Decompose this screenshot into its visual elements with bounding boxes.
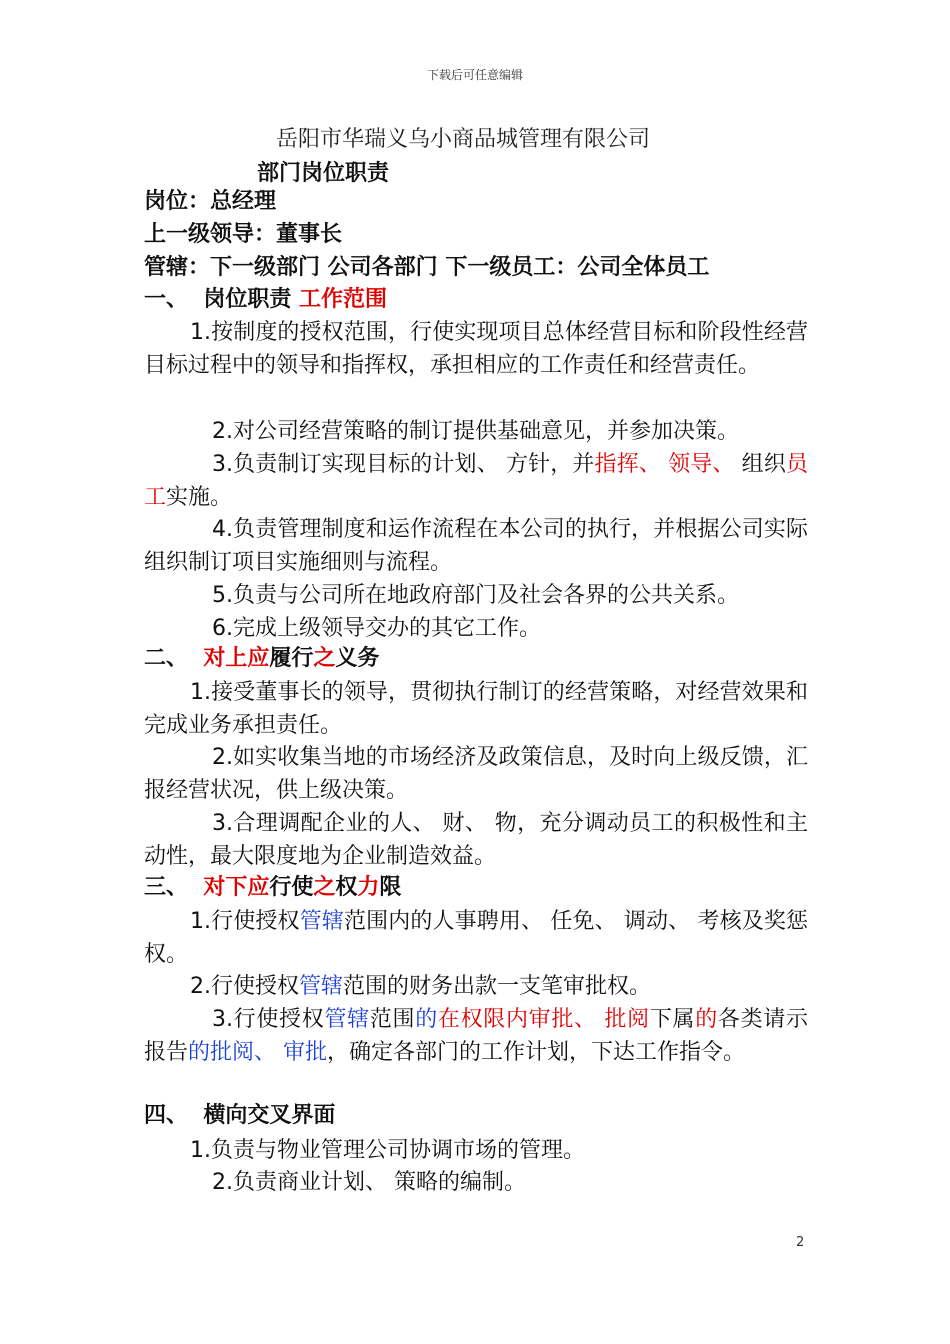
section-3-title-b: 行使 (269, 875, 314, 900)
s1-item-1: 1.按制度的授权范围，行使实现项目总体经营目标和阶段性经营目标过程中的领导和指挥权，承担相应的工作责任和经营责任。 (144, 320, 808, 378)
s1-item-6: 6.完成上级领导交办的其它工作。 (212, 616, 541, 641)
s1-item-4: 4.负责管理制度和运作流程在本公司的执行，并根据公司实际组织制订项目实施细则与流程。 (144, 517, 808, 575)
jurisdiction-line: 管辖：下一级部门 公司各部门 下一级员工：公司全体员工 (144, 255, 710, 280)
s3-item-3-h: 各类请示报告 (144, 1007, 808, 1065)
s3-item-3-f: 下属 (649, 1007, 696, 1032)
s3-item-3-j: ，确定各部门的工作计划，下达工作指令。 (327, 1040, 746, 1065)
section-2-title-a: 对上应 (203, 646, 270, 671)
section-2-heading (144, 644, 379, 674)
s3-item-3 (144, 1003, 808, 1069)
page-number: 2 (796, 1235, 805, 1250)
section-3-title-e: 力 (357, 875, 380, 900)
s3-item-3-a: 3.行使授权 (212, 1007, 325, 1032)
s1-item-3-c: 组织 (734, 452, 786, 477)
post-line: 岗位：总经理 (144, 189, 277, 214)
s3-item-1-a: 1.行使授权 (190, 909, 300, 934)
s2-item-2: 2.如实收集当地的市场经济及政策信息，及时向上级反馈，汇报经营状况，供上级决策。 (144, 745, 808, 803)
section-4-number: 四、 (144, 1103, 189, 1128)
section-3-title-f: 限 (379, 875, 402, 900)
section-2-number: 二、 (144, 646, 189, 671)
document-subtitle: 部门岗位职责 (257, 161, 390, 186)
section-2-title-b: 履行 (269, 646, 314, 671)
section-2-title-c: 之 (313, 646, 336, 671)
section-3-heading (144, 873, 401, 903)
s2-item-1: 1.接受董事长的领导，贯彻执行制订的经营策略，对经营效果和完成业务承担责任。 (144, 680, 808, 738)
section-3-title-c: 之 (313, 875, 336, 900)
s3-item-3-red-1: 在权限内审批、 批阅 (437, 1007, 650, 1032)
s1-item-3-red: 指挥、 领导、 (594, 452, 735, 477)
s1-item-3 (144, 448, 808, 514)
s3-item-1 (144, 905, 808, 971)
s3-item-3-blue-3: 的批阅、 审批 (188, 1040, 328, 1065)
s2-item-3: 3.合理调配企业的人、 财、 物，充分调动员工的积极性和主动性，最大限度地为企业制造效益。 (144, 811, 808, 869)
section-4-heading (144, 1101, 335, 1131)
s1-item-3-e: 实施。 (166, 485, 233, 510)
s3-item-3-blue-2: 的 (415, 1007, 438, 1032)
company-name: 岳阳市华瑞义乌小商品城管理有限公司 (276, 127, 651, 152)
section-1-title-red: 工作范围 (299, 287, 388, 312)
s3-item-1-blue: 管辖 (299, 909, 344, 934)
s3-item-3-c: 范围 (369, 1007, 416, 1032)
section-3-title-d: 权 (335, 875, 358, 900)
section-3-title-a: 对下应 (203, 875, 270, 900)
s1-item-3-red-2: 员工 (144, 452, 808, 510)
s3-item-3-red-2: 的 (695, 1007, 718, 1032)
s1-item-3-a: 3.负责制订实现目标的计划、 方针，并 (212, 452, 595, 477)
s3-item-1-c: 范围内的人事聘用、 任免、 调动、 考核及奖惩权。 (144, 909, 808, 967)
s1-item-5: 5.负责与公司所在地政府部门及社会各界的公共关系。 (212, 583, 739, 608)
s3-item-2-a: 2.行使授权 (190, 974, 299, 999)
section-1-heading (144, 285, 387, 315)
section-4-title: 横向交叉界面 (203, 1103, 336, 1128)
s3-item-2-blue: 管辖 (299, 974, 344, 999)
s4-item-1: 1.负责与物业管理公司协调市场的管理。 (190, 1138, 585, 1163)
header-note: 下载后可任意编辑 (426, 68, 523, 82)
section-1-number: 一、 (144, 287, 189, 312)
s3-item-2-c: 范围的财务出款一支笔审批权。 (343, 974, 652, 999)
section-2-title-d: 义务 (335, 646, 380, 671)
section-1-title: 岗位职责 (203, 287, 300, 312)
section-3-number: 三、 (144, 875, 189, 900)
superior-line: 上一级领导：董事长 (144, 222, 343, 247)
s3-item-2 (144, 970, 808, 1003)
s4-item-2: 2.负责商业计划、 策略的编制。 (212, 1170, 526, 1195)
s1-item-2: 2.对公司经营策略的制订提供基础意见，并参加决策。 (212, 419, 739, 444)
s3-item-3-blue-1: 管辖 (324, 1007, 370, 1032)
